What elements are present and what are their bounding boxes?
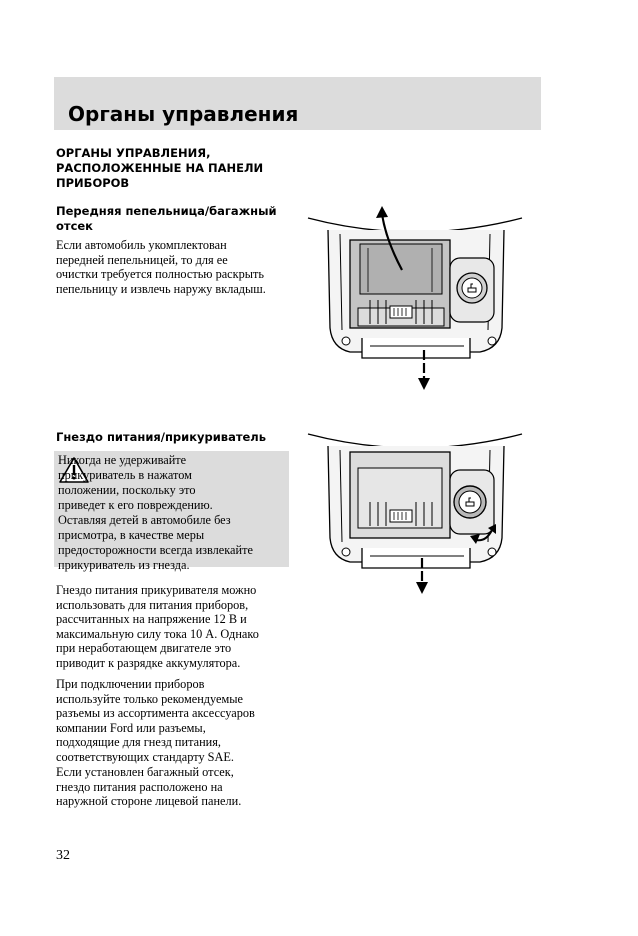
ashtray-heading: Передняя пепельница/багажный отсек: [56, 204, 277, 233]
socket-paragraph-3: Если установлен багажный отсек, гнездо питания расположено на наружной стороне лицевой панели.: [56, 765, 242, 809]
warning-text: Никогда не удерживайте прикуриватель в нажатом положении, поскольку это приведет к его повреждению. Оставляя детей в автомобиле без присмотра, в качестве меры предосторожности всегда извлекайте прикуриватель из гнезда.: [58, 453, 253, 572]
power-socket-heading: Гнездо питания/прикуриватель: [56, 430, 266, 444]
socket-paragraph-2: При подключении приборов используйте только рекомендуемые разъемы из ассортимента аксессуаров компании Ford или разъемы, подходящие для гнезд питания, соответствующих стандарту SAE.: [56, 677, 255, 764]
socket-paragraph-1: Гнездо питания прикуривателя можно использовать для питания приборов, рассчитанных на напряжение 12 В и максимальную силу тока 10 А. Однако при неработающем двигателе это приводит к разрядке аккумулятора.: [56, 583, 259, 670]
ashtray-text: Если автомобиль укомплектован передней пепельницей, то для ее очистки требуется полностью раскрыть пепельницу и извлечь наружу вкладыш.: [56, 238, 266, 296]
section-heading: ОРГАНЫ УПРАВЛЕНИЯ, РАСПОЛОЖЕННЫЕ НА ПАНЕЛИ ПРИБОРОВ: [56, 146, 264, 190]
power-socket-illustration: [300, 418, 530, 608]
ashtray-illustration: [300, 200, 530, 390]
page-number: 32: [56, 848, 70, 863]
page-title: Органы управления: [68, 102, 299, 126]
